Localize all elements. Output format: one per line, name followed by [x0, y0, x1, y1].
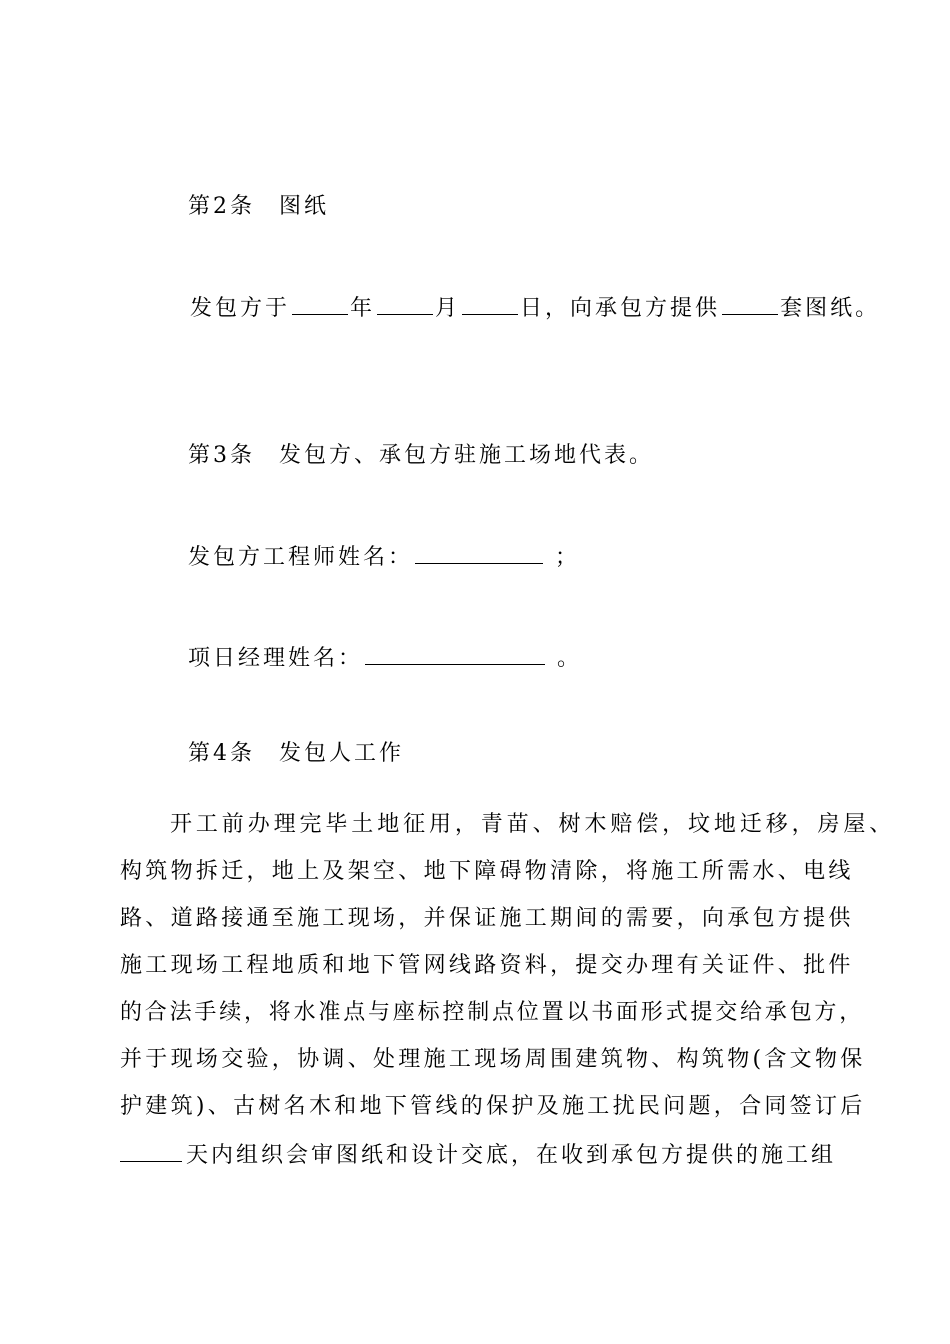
text-segment: 月 [435, 296, 461, 321]
article-2-number: 第2条 [188, 194, 255, 219]
article-4-line: 并于现场交验，协调、处理施工现场周围建筑物、构筑物(含文物保 [120, 1047, 866, 1072]
article-3-number: 第3条 [188, 443, 255, 468]
text-segment: 。 [557, 646, 583, 671]
article-4-line: 护建筑)、古树名木和地下管线的保护及施工扰民问题，合同签订后 [120, 1094, 866, 1119]
article-4-line-last [120, 1139, 836, 1171]
days-blank [120, 1139, 182, 1162]
month-blank [377, 292, 433, 315]
engineer-name-line [168, 511, 580, 573]
engineer-name-blank [415, 541, 543, 564]
manager-name-line [168, 612, 582, 674]
article-3-heading [168, 411, 654, 471]
text-segment: 套图纸。 [780, 296, 881, 321]
text-segment: 年 [350, 296, 376, 321]
text-segment: ； [555, 545, 581, 570]
article-4-line: 开工前办理完毕土地征用，青苗、树木赔偿，坟地迁移，房屋、 [170, 812, 896, 837]
article-4-line: 构筑物拆迁，地上及架空、地下障碍物清除，将施工所需水、电线 [120, 859, 854, 884]
day-blank [462, 292, 518, 315]
article-4-number: 第4条 [188, 741, 255, 766]
article-4-heading [168, 709, 404, 769]
article-2-title: 图纸 [279, 194, 330, 219]
article-4-line: 的合法手续，将水准点与座标控制点位置以书面形式提交给承包方， [120, 1000, 865, 1025]
manager-name-blank [365, 642, 545, 665]
text-segment: 天内组织会审图纸和设计交底，在收到承包方提供的施工组 [186, 1143, 837, 1168]
text-segment: 日，向承包方提供 [520, 296, 721, 321]
sets-blank [722, 292, 778, 315]
article-2-text [170, 262, 880, 324]
manager-name-label: 项日经理姓名： [188, 646, 364, 671]
article-4-line: 施工现场工程地质和地下管网线路资料，提交办理有关证件、批件 [120, 953, 854, 978]
article-3-title: 发包方、承包方驻施工场地代表。 [279, 443, 655, 468]
article-4-title: 发包人工作 [279, 741, 405, 766]
article-2-heading [168, 162, 329, 222]
year-blank [292, 292, 348, 315]
engineer-name-label: 发包方工程师姓名： [188, 545, 414, 570]
article-4-line: 路、道路接通至施工现场，并保证施工期间的需要，向承包方提供 [120, 906, 854, 931]
text-segment: 发包方于 [190, 296, 291, 321]
